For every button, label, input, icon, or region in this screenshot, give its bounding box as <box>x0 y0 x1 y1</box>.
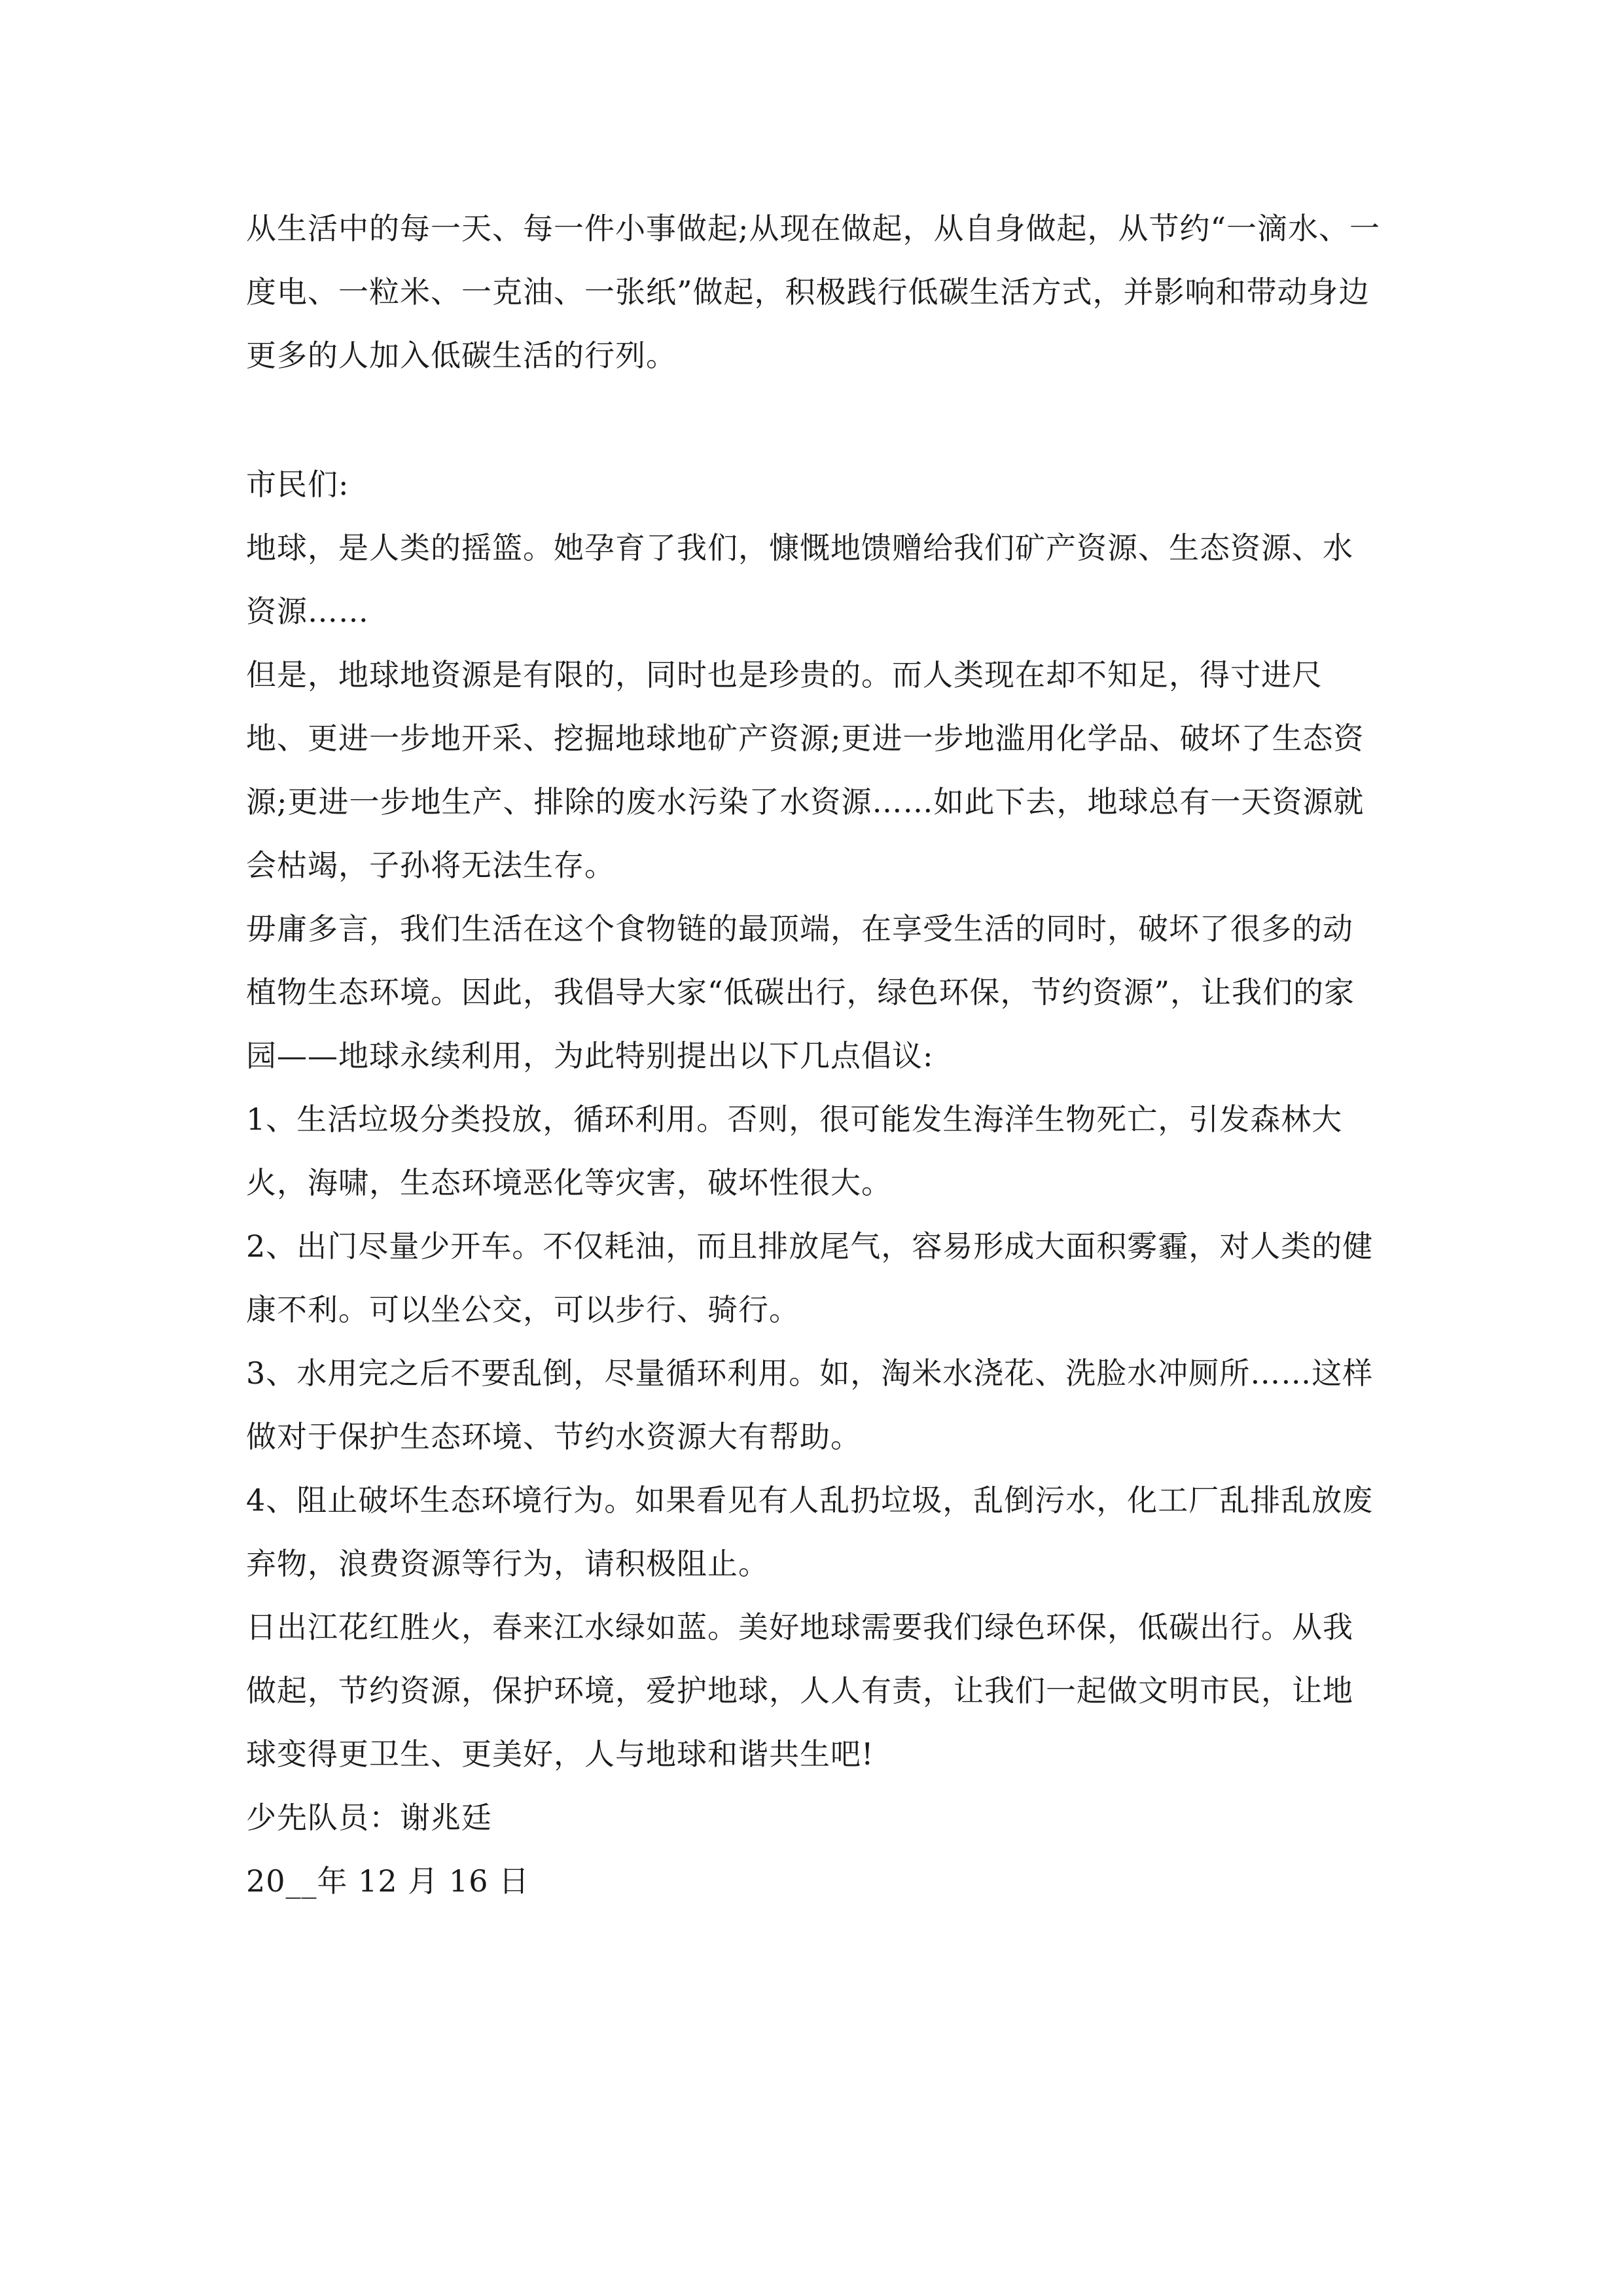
proposal-item-4: 4、阻止破坏生态环境行为。如果看见有人乱扔垃圾，乱倒污水，化工厂乱排乱放废弃物，浪费资源等行为，请积极阻止。 <box>246 1482 1374 1581</box>
paragraph-earth-cradle: 地球，是人类的摇篮。她孕育了我们，慷慨地馈赠给我们矿产资源、生态资源、水资源…… <box>246 530 1353 629</box>
intro-section <box>246 197 1382 387</box>
proposal-item-2: 2、出门尽量少开车。不仅耗油，而且排放尾气，容易形成大面积雾霾，对人类的健康不利。可以坐公交，可以步行、骑行。 <box>246 1229 1374 1327</box>
paragraph-limited-resources: 但是，地球地资源是有限的，同时也是珍贵的。而人类现在却不知足，得寸进尺地、更进一步地开采、挖掘地球地矿产资源;更进一步地滥用化学品、破坏了生态资源;更进一步地生产、排除的废水污染了水资源……如此下去，地球总有一天资源就会枯竭，子孙将无法生存。 <box>246 657 1364 883</box>
proposal-item-1: 1、生活垃圾分类投放，循环利用。否则，很可能发生海洋生物死亡，引发森林大火，海啸，生态环境恶化等灾害，破坏性很大。 <box>246 1102 1343 1200</box>
closing-paragraph: 日出江花红胜火，春来江水绿如蓝。美好地球需要我们绿色环保，低碳出行。从我做起，节约资源，保护环境，爱护地球，人人有责，让我们一起做文明市民，让地球变得更卫生、更美好，人与地球和谐共生吧! <box>246 1609 1353 1772</box>
intro-paragraph: 从生活中的每一天、每一件小事做起;从现在做起，从自身做起，从节约“一滴水、一度电、一粒米、一克油、一张纸”做起，积极践行低碳生活方式，并影响和带动身边更多的人加入低碳生活的行列。 <box>246 211 1381 373</box>
signature: 少先队员：谢兆廷 <box>246 1800 492 1835</box>
paragraph-proposal: 毋庸多言，我们生活在这个食物链的最顶端，在享受生活的同时，破坏了很多的动植物生态环境。因此，我倡导大家“低碳出行，绿色环保，节约资源”，让我们的家园——地球永续利用，为此特别提出以下几点倡议: <box>246 911 1355 1073</box>
proposal-item-3: 3、水用完之后不要乱倒，尽量循环利用。如，淘米水浇花、洗脸水冲厕所……这样做对于保护生态环境、节约水资源大有帮助。 <box>246 1355 1374 1454</box>
date: 20__年 12 月 16 日 <box>246 1863 530 1899</box>
letter-section <box>246 453 1382 1913</box>
salutation: 市民们: <box>246 467 349 502</box>
